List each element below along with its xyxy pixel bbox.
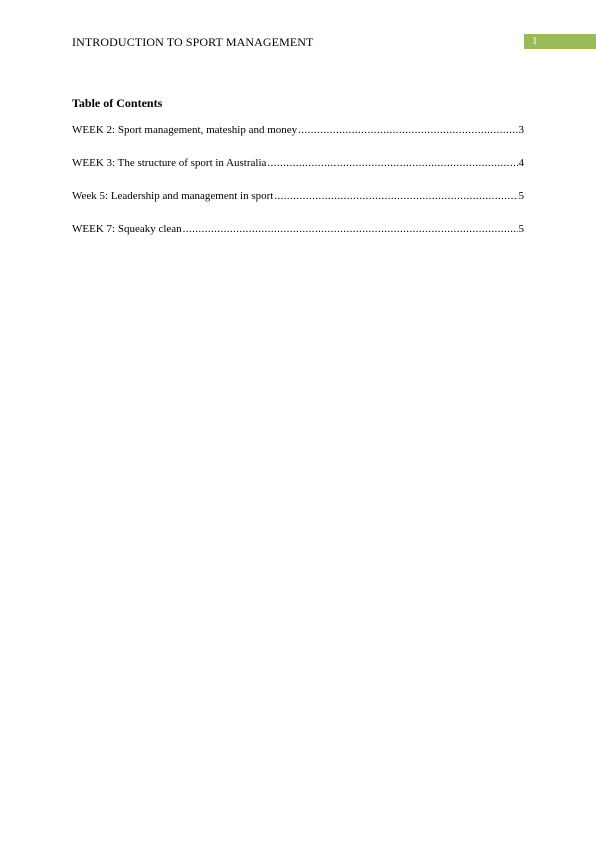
toc-heading: Table of Contents — [72, 96, 163, 110]
toc-entry-page: 4 — [518, 157, 524, 169]
toc-dot-leader — [274, 190, 517, 202]
toc-entry-week-2[interactable] — [72, 124, 524, 157]
toc-entry-week-7[interactable] — [72, 223, 524, 256]
toc-entry-text: Week 5: Leadership and management in sport — [72, 190, 274, 202]
toc-entry-page: 5 — [518, 190, 524, 202]
toc-entry-text: WEEK 7: Squeaky clean — [72, 223, 182, 235]
toc-list — [72, 124, 524, 256]
toc-dot-leader — [267, 157, 517, 169]
toc-entry-week-5[interactable] — [72, 190, 524, 223]
toc-dot-leader — [298, 124, 517, 136]
toc-entry-week-3[interactable] — [72, 157, 524, 190]
toc-entry-text: WEEK 3: The structure of sport in Australia — [72, 157, 267, 169]
toc-entry-page: 5 — [518, 223, 524, 235]
toc-entry-page: 3 — [518, 124, 524, 136]
toc-dot-leader — [183, 223, 518, 235]
page-number-badge: 1 — [524, 34, 596, 49]
toc-entry-text: WEEK 2: Sport management, mateship and money — [72, 124, 298, 136]
running-header-title: INTRODUCTION TO SPORT MANAGEMENT — [72, 35, 314, 49]
